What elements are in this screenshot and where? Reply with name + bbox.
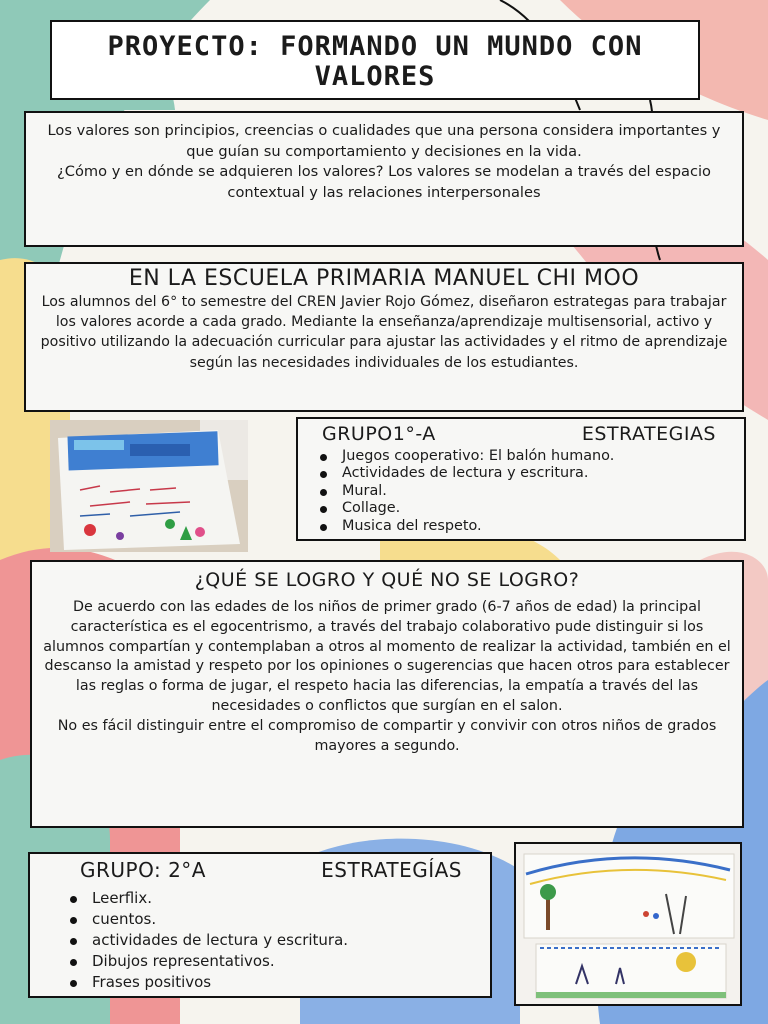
group1-label: GRUPO1°-A bbox=[322, 423, 436, 445]
title-box bbox=[50, 20, 700, 100]
achievements-box bbox=[30, 560, 744, 828]
list-item: Leerflix. bbox=[92, 888, 490, 909]
group2-label: GRUPO: 2°A bbox=[80, 858, 206, 882]
intro-text: Los valores son principios, creencias o cualidades que una persona considera importantes y que guían su comportamiento y decisiones en la vida. ¿Cómo y en dónde se adquieren los valores? Los valores se modelan a través del espacio contextual y las relaciones interpersonales bbox=[47, 122, 721, 201]
group2-strategy-list bbox=[30, 888, 490, 993]
group1-header bbox=[298, 419, 744, 446]
list-item: Dibujos representativos. bbox=[92, 951, 490, 972]
drawings-photo bbox=[514, 842, 742, 1006]
group1-box bbox=[296, 417, 746, 541]
list-item: Collage. bbox=[342, 500, 744, 517]
list-item: Frases positivos bbox=[92, 972, 490, 993]
list-item: actividades de lectura y escritura. bbox=[92, 930, 490, 951]
mural-photo bbox=[50, 420, 248, 552]
school-box bbox=[24, 262, 744, 412]
page-title: PROYECTO: FORMANDO UN MUNDO CON VALORES bbox=[107, 31, 643, 92]
list-item: Musica del respeto. bbox=[342, 518, 744, 535]
school-heading: EN LA ESCUELA PRIMARIA MANUEL CHI MOO bbox=[128, 266, 640, 291]
list-item: Juegos cooperativo: El balón humano. bbox=[342, 448, 744, 465]
group2-box bbox=[28, 852, 492, 998]
school-text: Los alumnos del 6° to semestre del CREN Javier Rojo Gómez, diseñaron estrategas para trabajar los valores acorde a cada grado. Mediante la enseñanza/aprendizaje multisensorial, activo y positivo utilizando la adecuación curricular para ajustar las actividades y el ritmo de aprendizaje según las necesidades individuales de los estudiantes. bbox=[40, 294, 728, 371]
group1-strategy-list bbox=[298, 448, 744, 535]
list-item: Actividades de lectura y escritura. bbox=[342, 465, 744, 482]
list-item: Mural. bbox=[342, 483, 744, 500]
intro-box bbox=[24, 111, 744, 247]
group2-header bbox=[30, 854, 490, 882]
group1-strategies-label: ESTRATEGIAS bbox=[581, 423, 716, 445]
group2-strategies-label: ESTRATEGÍAS bbox=[321, 858, 462, 882]
achievements-text: De acuerdo con las edades de los niños de primer grado (6-7 años de edad) la principal característica es el egocentrismo, a través del trabajo colaborativo pude distinguir si los alumnos compartían y contemplaban a otros al momento de realizar la actividad, también en el descanso la amistad y respeto por los opiniones o sugerencias que hacen otros para establecer las reglas o forma de jugar, el respeto hacia las diferencias, la empatía a través del las necesidades o conflictos que surgían en el salon. No es fácil distinguir entre el compromiso de compartir y convivir con otros niños de grados mayores a segundo. bbox=[43, 599, 731, 754]
achievements-heading: ¿QUÉ SE LOGRO Y QUÉ NO SE LOGRO? bbox=[194, 569, 580, 591]
list-item: cuentos. bbox=[92, 909, 490, 930]
